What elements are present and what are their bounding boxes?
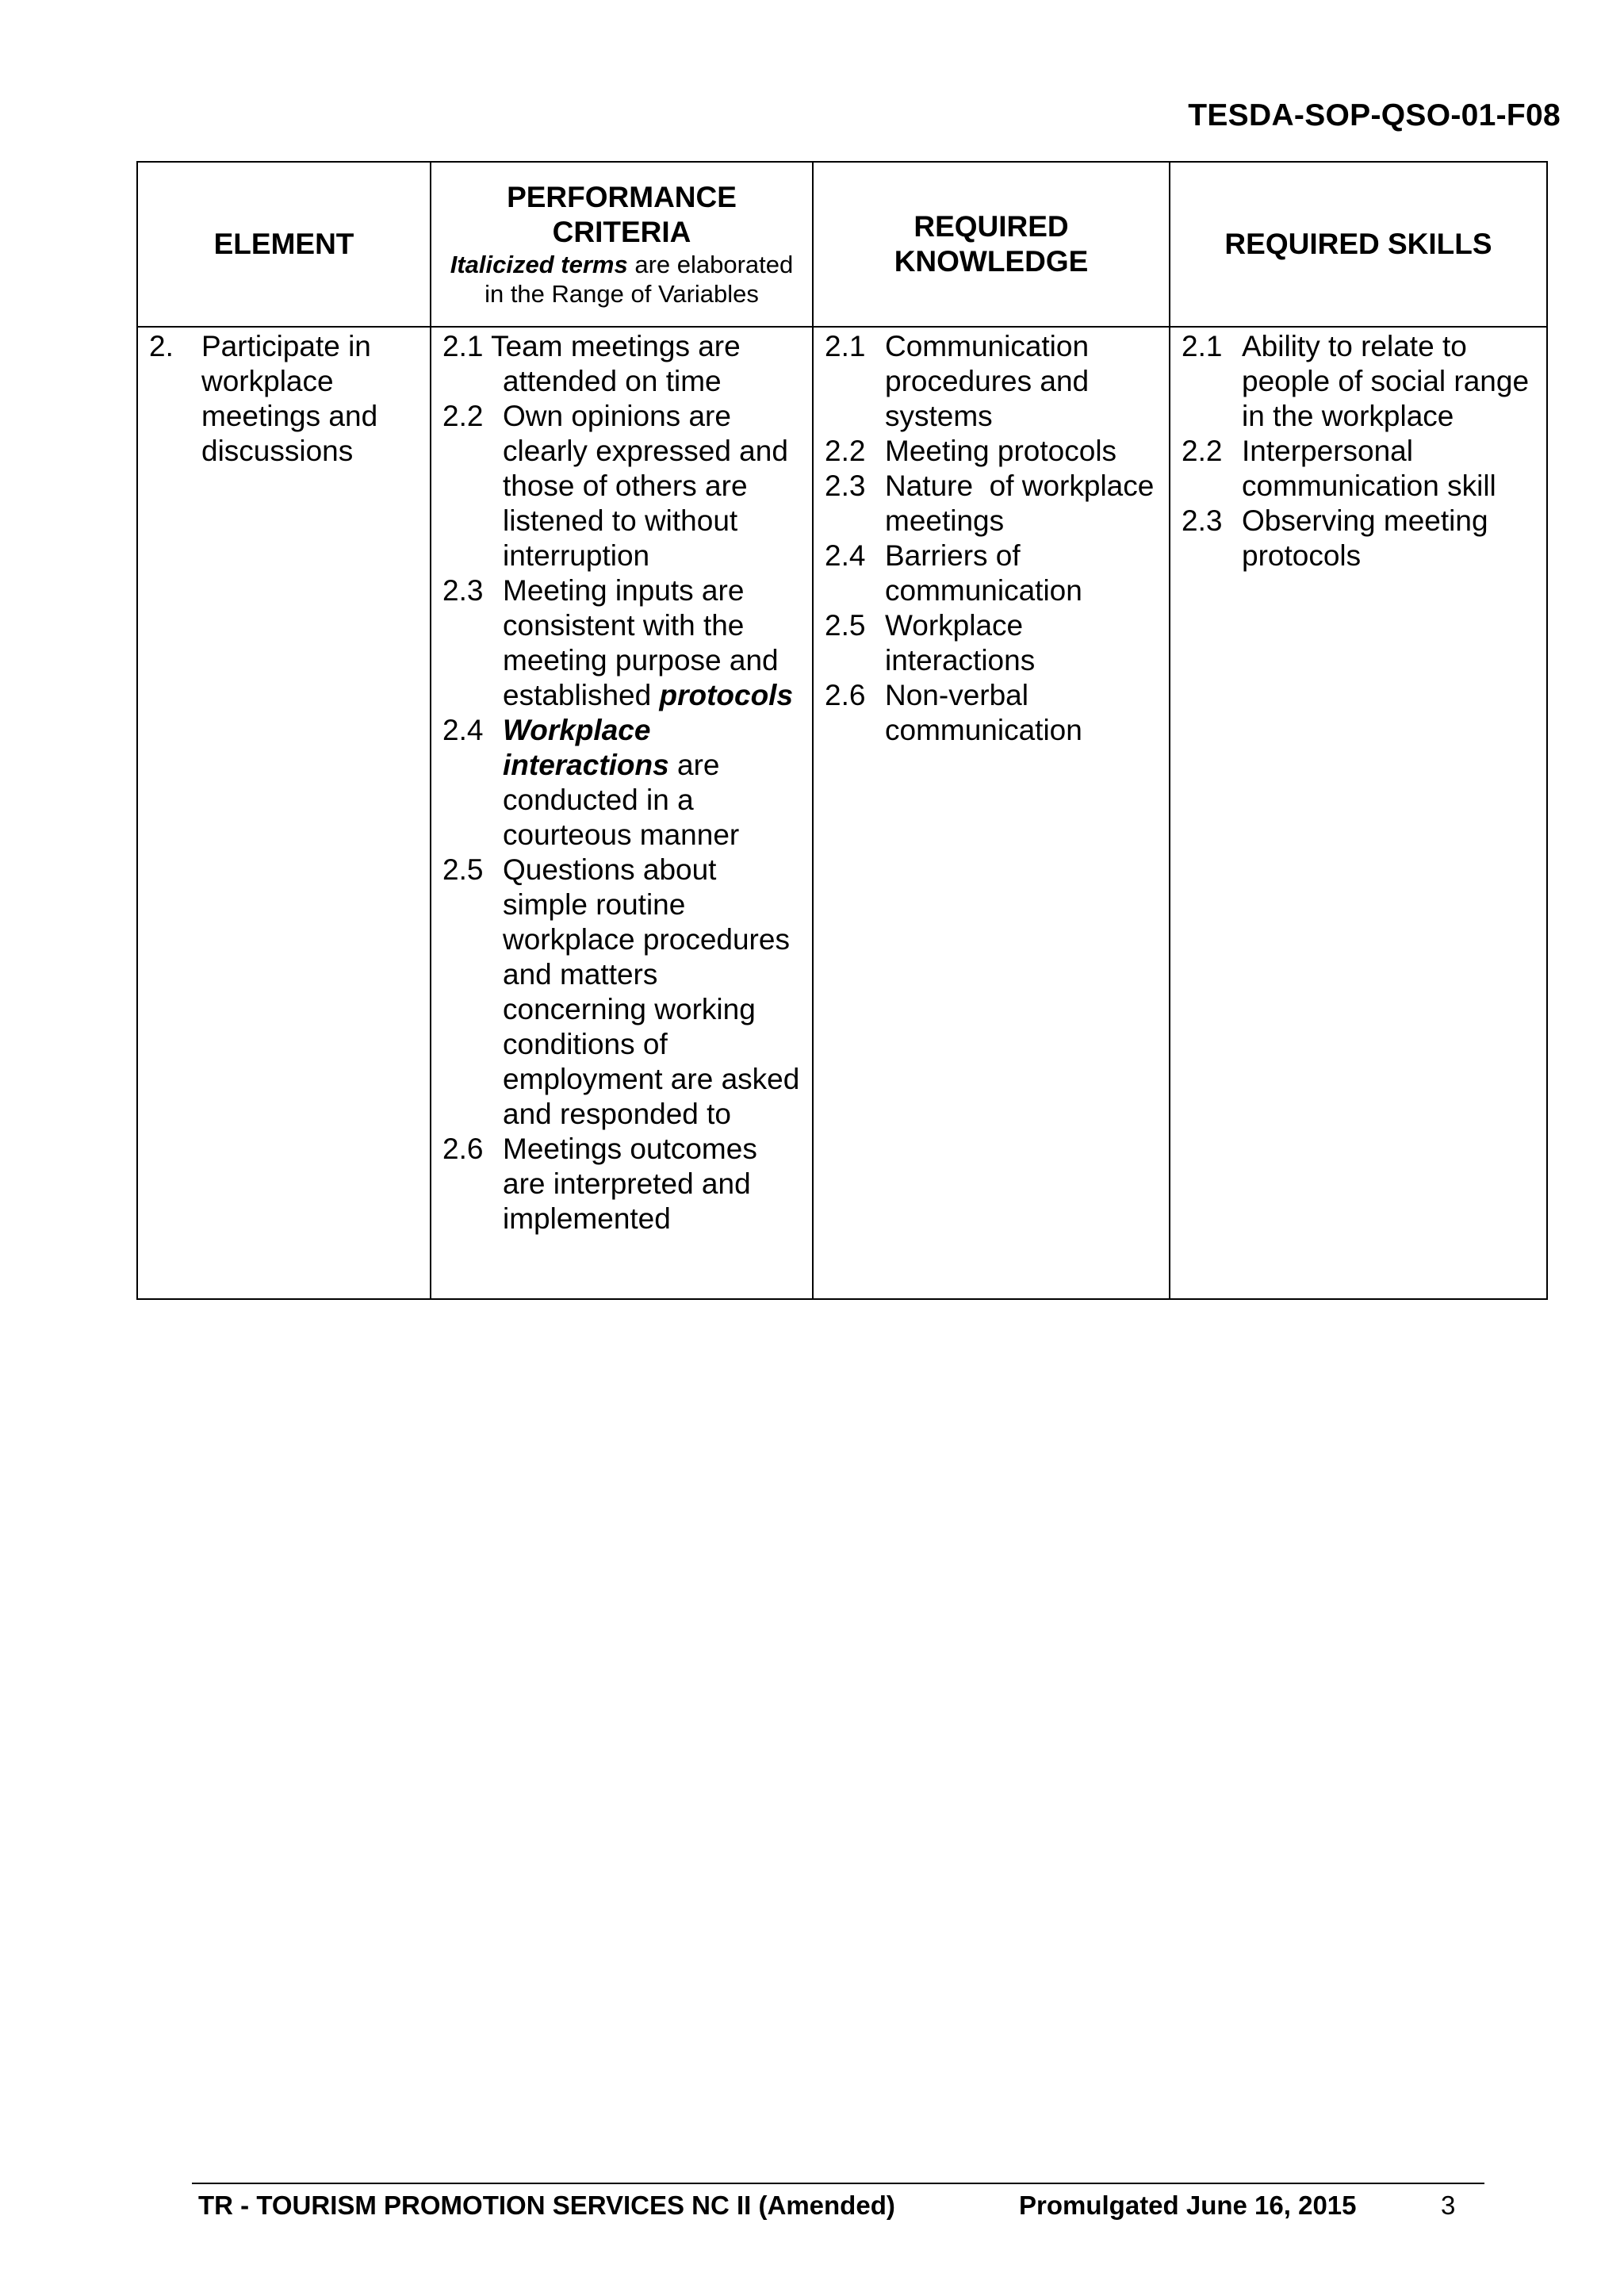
- pc-text: Workplace interactions are conducted in a courteous manner: [503, 714, 740, 851]
- header-performance-criteria: [431, 162, 813, 327]
- rk-text: Nature of workplace meetings: [885, 470, 1162, 537]
- required-skills-cell: [1170, 327, 1547, 1299]
- element-text: Participate in workplace meetings and discussions: [201, 330, 378, 467]
- rs-number: 2.2: [1182, 435, 1223, 467]
- pc-text: Own opinions are clearly expressed and those of others are listened to without interruption: [503, 400, 788, 572]
- table-row: [137, 327, 1547, 1299]
- rs-item-2-1: [1182, 329, 1535, 434]
- element-item: [149, 329, 419, 469]
- header-element: ELEMENT: [137, 162, 431, 327]
- rk-number: 2.1: [825, 330, 866, 362]
- pc-number: 2.3: [442, 574, 484, 607]
- pc-number: 2.6: [442, 1133, 484, 1165]
- rk-text: Communication procedures and systems: [885, 330, 1090, 432]
- pc-item-2-1: [442, 329, 801, 399]
- document-code: TESDA-SOP-QSO-01-F08: [1188, 98, 1561, 132]
- rs-text: Observing meeting protocols: [1242, 504, 1488, 572]
- rs-item-2-2: [1182, 434, 1535, 504]
- pc-item-2-3: [442, 573, 801, 713]
- performance-criteria-cell: [431, 327, 813, 1299]
- pc-text: Meeting inputs are consistent with the meeting purpose and established protocols: [503, 574, 794, 711]
- rk-number: 2.6: [825, 679, 866, 711]
- rk-item-2-6: [825, 678, 1158, 748]
- rk-item-2-3: [825, 469, 1162, 539]
- pc-text: Questions about simple routine workplace procedures and matters concerning working conditions of employment are asked and responded to: [503, 853, 800, 1130]
- pc-number: 2.5: [442, 853, 484, 886]
- rk-number: 2.3: [825, 470, 866, 502]
- rk-number: 2.4: [825, 539, 866, 572]
- rk-item-2-2: [825, 434, 1158, 469]
- pc-item-2-6: [442, 1132, 801, 1236]
- page-number: 3: [1441, 2191, 1456, 2220]
- rs-text: Ability to relate to people of social range in the workplace: [1242, 330, 1530, 432]
- table-header-row: [137, 162, 1547, 327]
- footer-title: TR - TOURISM PROMOTION SERVICES NC II (Amended): [198, 2191, 895, 2220]
- pc-text: Meetings outcomes are interpreted and implemented: [503, 1133, 757, 1235]
- rk-text: Workplace interactions: [885, 609, 1036, 677]
- pc-item-2-4: [442, 713, 801, 853]
- rk-item-2-5: [825, 608, 1158, 678]
- element-cell: [137, 327, 431, 1299]
- required-knowledge-cell: [813, 327, 1170, 1299]
- pc-item-2-2: [442, 399, 801, 573]
- pc-number: 2.4: [442, 714, 484, 746]
- competency-table: [136, 161, 1548, 1300]
- footer-promulgated: Promulgated June 16, 2015: [1019, 2191, 1357, 2220]
- rk-text: Meeting protocols: [885, 435, 1117, 467]
- footer-divider: [192, 2183, 1484, 2184]
- rk-text: Non-verbal communication: [885, 679, 1082, 746]
- rk-item-2-1: [825, 329, 1158, 434]
- rs-item-2-3: [1182, 504, 1535, 573]
- pc-number: 2.2: [442, 400, 484, 432]
- pc-item-2-5: [442, 853, 801, 1132]
- pc-text: Team meetings are attended on time: [491, 330, 741, 397]
- rk-number: 2.2: [825, 435, 866, 467]
- pc-number: 2.1: [442, 330, 484, 362]
- rs-number: 2.1: [1182, 330, 1223, 362]
- rs-text: Interpersonal communication skill: [1242, 435, 1496, 502]
- header-required-skills: REQUIRED SKILLS: [1170, 162, 1547, 327]
- rs-number: 2.3: [1182, 504, 1223, 537]
- header-performance-criteria-title: PERFORMANCE CRITERIA: [507, 181, 737, 248]
- header-performance-criteria-note: Italicized terms are elaborated in the Range of Variables: [450, 251, 794, 308]
- rk-number: 2.5: [825, 609, 866, 642]
- rk-item-2-4: [825, 539, 1158, 608]
- element-number: 2.: [149, 330, 174, 362]
- header-required-knowledge: REQUIRED KNOWLEDGE: [813, 162, 1170, 327]
- rk-text: Barriers of communication: [885, 539, 1082, 607]
